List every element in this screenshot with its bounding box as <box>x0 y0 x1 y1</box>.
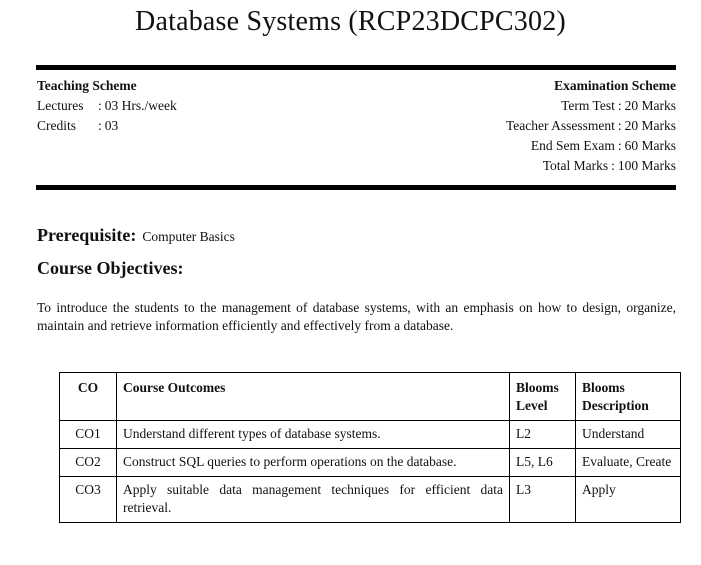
teaching-scheme <box>37 76 177 136</box>
cell-level: L3 <box>510 477 576 523</box>
exam-key: Teacher Assessment <box>505 118 615 133</box>
cell-description: Evaluate, Create <box>576 449 681 477</box>
top-divider <box>36 65 676 70</box>
cell-level: L2 <box>510 421 576 449</box>
exam-row-total <box>506 156 676 176</box>
exam-key: Term Test <box>561 98 615 113</box>
table-header-row <box>60 373 681 421</box>
teaching-scheme-key: Credits <box>37 118 76 133</box>
course-objectives-text: To introduce the students to the management of database systems, with an emphasis on how to design, organize, maintain and retrieve information efficiently and effectively from a database. <box>37 300 676 333</box>
cell-co: CO1 <box>60 421 117 449</box>
cell-description: Understand <box>576 421 681 449</box>
teaching-scheme-sep: : <box>98 98 102 113</box>
cell-outcome: Construct SQL queries to perform operations on the database. <box>117 449 510 477</box>
cell-level: L5, L6 <box>510 449 576 477</box>
exam-sep: : <box>617 118 622 133</box>
teaching-scheme-row-credits <box>37 116 177 136</box>
exam-value: 20 Marks <box>624 118 676 133</box>
cell-description: Apply <box>576 477 681 523</box>
exam-row-end-sem <box>506 136 676 156</box>
teaching-scheme-heading: Teaching Scheme <box>37 78 137 93</box>
prerequisite-label: Prerequisite: <box>37 225 137 245</box>
cell-co: CO3 <box>60 477 117 523</box>
exam-value: 60 Marks <box>624 138 676 153</box>
exam-row-term-test <box>506 96 676 116</box>
header-blooms-level: Blooms Level <box>510 373 576 421</box>
teaching-scheme-value: 03 <box>104 118 119 133</box>
exam-sep: : <box>617 138 622 153</box>
teaching-scheme-row-lectures <box>37 96 177 116</box>
bottom-divider <box>36 185 676 190</box>
exam-value: 100 Marks <box>617 158 676 173</box>
examination-scheme <box>506 76 676 176</box>
table-row <box>60 449 681 477</box>
teaching-scheme-sep: : <box>98 118 102 133</box>
cell-co: CO2 <box>60 449 117 477</box>
header-course-outcomes: Course Outcomes <box>117 373 510 421</box>
exam-key: Total Marks <box>542 158 609 173</box>
teaching-scheme-value: 03 Hrs./week <box>104 98 177 113</box>
prerequisite <box>37 225 235 246</box>
course-outcomes-table <box>59 372 681 523</box>
exam-value: 20 Marks <box>624 98 676 113</box>
header-co: CO <box>60 373 117 421</box>
examination-scheme-heading: Examination Scheme <box>554 78 676 93</box>
exam-sep: : <box>617 98 622 113</box>
table-row <box>60 421 681 449</box>
page-title: Database Systems (RCP23DCPC302) <box>135 6 566 37</box>
exam-key: End Sem Exam <box>530 138 615 153</box>
cell-outcome: Understand different types of database systems. <box>117 421 510 449</box>
prerequisite-value: Computer Basics <box>142 229 235 244</box>
exam-sep: : <box>611 158 615 173</box>
course-objectives-heading: Course Objectives: <box>37 258 184 278</box>
cell-outcome: Apply suitable data management techniques for efficient data retrieval. <box>117 477 510 523</box>
header-blooms-description: Blooms Description <box>576 373 681 421</box>
exam-row-teacher-assessment <box>506 116 676 136</box>
teaching-scheme-key: Lectures <box>37 98 84 113</box>
table-row <box>60 477 681 523</box>
